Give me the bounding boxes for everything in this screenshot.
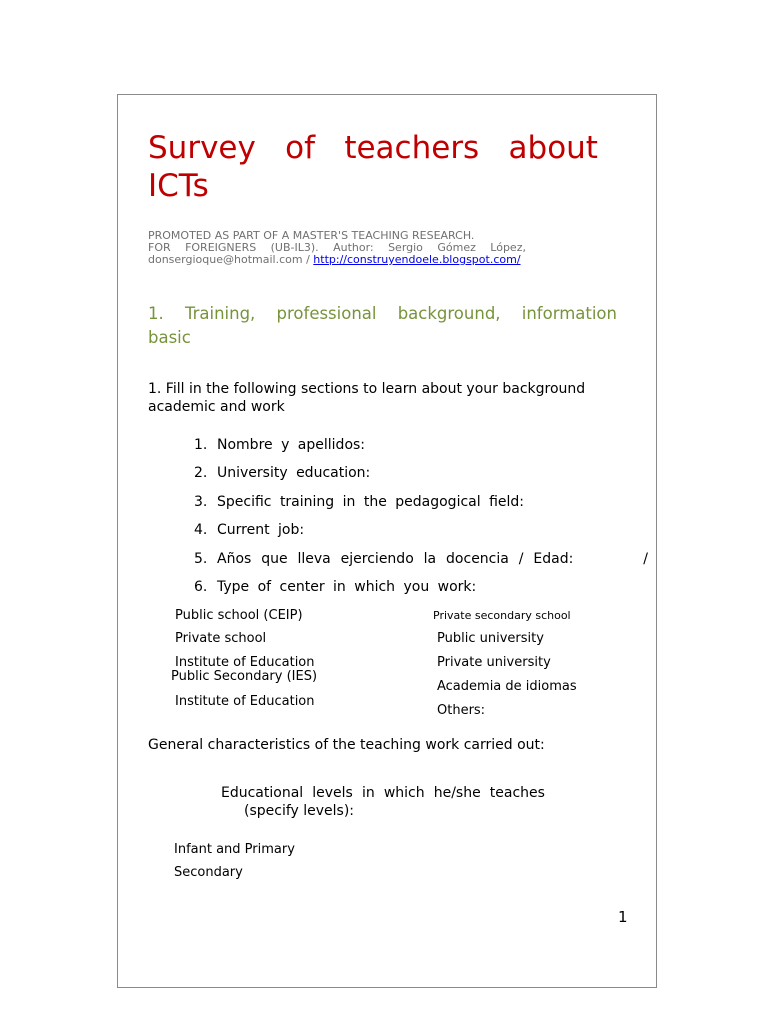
field-number: 3. xyxy=(194,494,208,510)
heading-word: background, xyxy=(397,304,501,323)
option-infant-primary[interactable]: Infant and Primary xyxy=(174,842,295,857)
field-name xyxy=(194,436,365,454)
field-word: que xyxy=(261,551,288,567)
option-private-secondary-school[interactable]: Private secondary school xyxy=(433,609,571,622)
general-characteristics-heading: General characteristics of the teaching work carried out: xyxy=(148,737,545,753)
promo-line-1: PROMOTED AS PART OF A MASTER'S TEACHING RESEARCH. xyxy=(148,229,475,242)
field-word: ejerciendo xyxy=(340,551,414,567)
field-label: Nombre y apellidos: xyxy=(217,437,366,453)
heading-word: 1. xyxy=(148,304,164,323)
levels-word: teaches xyxy=(489,785,545,801)
field-word: docencia xyxy=(446,551,509,567)
field-university-education xyxy=(194,464,370,482)
promo-word: FOR xyxy=(148,241,171,254)
field-number: 6. xyxy=(194,579,208,595)
title-word: Survey xyxy=(148,130,256,166)
levels-word: in xyxy=(361,785,375,801)
field-word: Edad: xyxy=(533,551,574,567)
option-institute-public-secondary-line-2[interactable]: Public Secondary (IES) xyxy=(171,669,318,684)
title-word: teachers xyxy=(344,130,480,166)
option-public-school[interactable]: Public school (CEIP) xyxy=(175,608,303,623)
page-number: 1 xyxy=(618,908,628,926)
title-line-1 xyxy=(148,129,598,167)
field-number: 2. xyxy=(194,465,208,481)
option-others[interactable]: Others: xyxy=(437,703,486,718)
field-word: la xyxy=(423,551,437,567)
field-label: Specific training in the pedagogical field: xyxy=(217,494,524,510)
levels-word: which xyxy=(383,785,425,801)
levels-question-line-1 xyxy=(221,784,545,802)
levels-word: he/she xyxy=(433,785,481,801)
title-line-2: ICTs xyxy=(148,168,209,204)
option-language-academy[interactable]: Academia de idiomas xyxy=(437,679,577,694)
levels-question-line-2: (specify levels): xyxy=(244,803,355,819)
field-word: / xyxy=(643,551,648,567)
field-specific-training xyxy=(194,493,524,511)
promo-word: FOREIGNERS xyxy=(185,241,257,254)
title-word: about xyxy=(508,130,598,166)
field-word: Años xyxy=(217,551,252,567)
field-number: 5. xyxy=(194,551,208,567)
question-1-line-1: 1. Fill in the following sections to learn about your background xyxy=(148,381,586,397)
option-public-university[interactable]: Public university xyxy=(437,631,544,646)
field-label: University education: xyxy=(217,465,371,481)
option-institute-public-secondary-line-1[interactable]: Institute of Education xyxy=(175,655,315,670)
author-email: donsergioque@hotmail.com / xyxy=(148,253,314,266)
section-heading-line-1 xyxy=(148,302,617,326)
field-word: lleva xyxy=(297,551,331,567)
levels-word: Educational xyxy=(221,785,304,801)
promo-word: Gómez xyxy=(437,241,476,254)
field-number: 4. xyxy=(194,522,208,538)
document-page xyxy=(117,94,657,988)
field-current-job xyxy=(194,521,304,539)
heading-word: professional xyxy=(276,304,377,323)
promo-word: López, xyxy=(490,241,526,254)
question-1-line-2: academic and work xyxy=(148,399,285,415)
promo-word: Sergio xyxy=(388,241,423,254)
blog-link[interactable]: http://construyendoele.blogspot.com/ xyxy=(313,253,521,266)
field-label: Current job: xyxy=(217,522,305,538)
title-word: of xyxy=(285,130,316,166)
field-word: / xyxy=(518,551,524,567)
promo-word: Author: xyxy=(333,241,374,254)
promo-word: (UB-IL3). xyxy=(270,241,319,254)
heading-word: Training, xyxy=(184,304,256,323)
section-heading-line-2: basic xyxy=(148,328,191,347)
field-center-type xyxy=(194,578,476,596)
option-institute-of-education[interactable]: Institute of Education xyxy=(175,694,315,709)
field-label xyxy=(217,550,648,568)
field-years-teaching-age xyxy=(194,550,648,568)
promo-line-3 xyxy=(148,254,526,267)
levels-word: levels xyxy=(312,785,353,801)
option-private-school[interactable]: Private school xyxy=(175,631,267,646)
document-title xyxy=(148,129,598,205)
field-label: Type of center in which you work: xyxy=(217,579,477,595)
heading-word: information xyxy=(521,304,617,323)
option-private-university[interactable]: Private university xyxy=(437,655,551,670)
option-secondary[interactable]: Secondary xyxy=(174,865,243,880)
field-number: 1. xyxy=(194,437,208,453)
